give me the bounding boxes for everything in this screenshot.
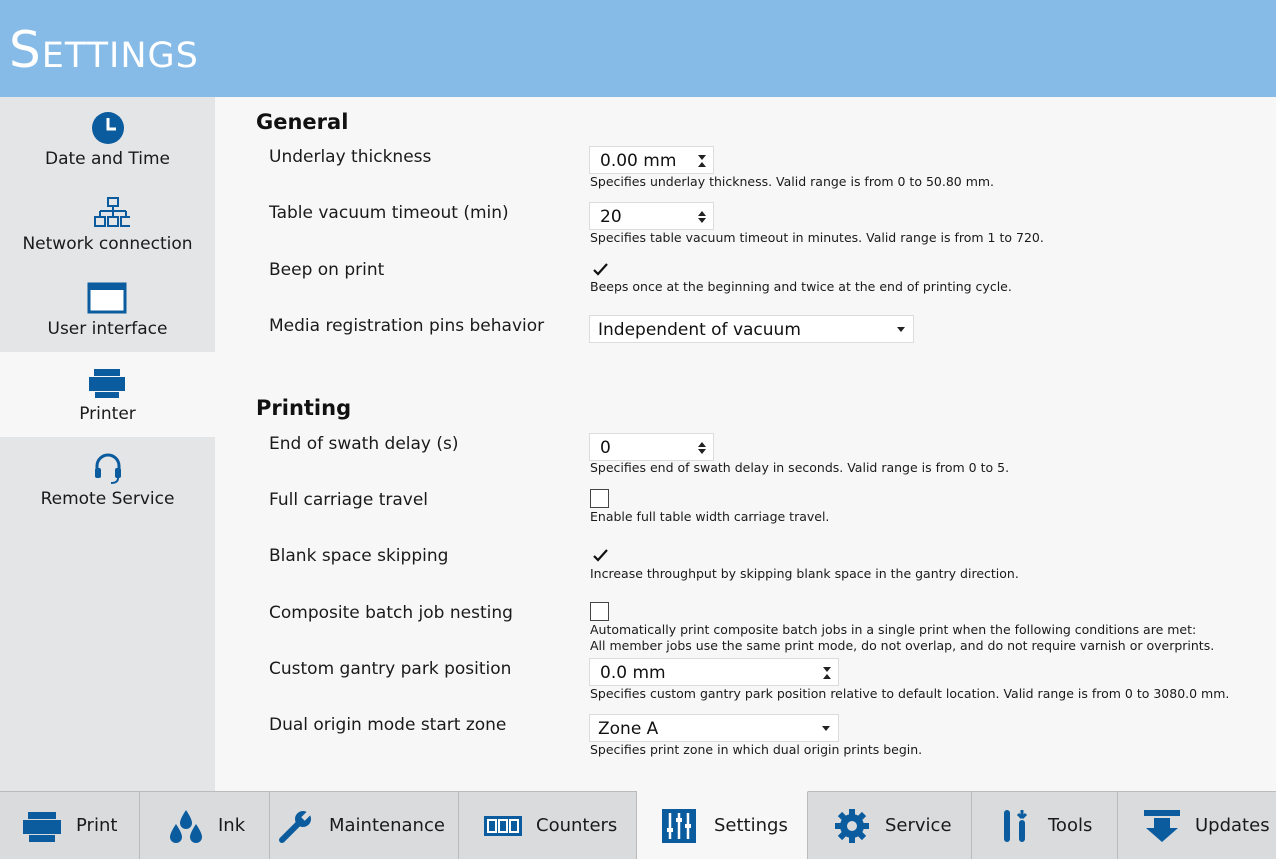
sidebar: [0, 97, 215, 791]
swath-delay-value: 0: [600, 438, 611, 458]
blank-space-label: Blank space skipping: [269, 546, 449, 566]
tab-ink[interactable]: [140, 792, 270, 859]
underlay-thickness-value: 0.00 mm: [600, 151, 677, 171]
clock-icon: [91, 111, 125, 145]
tab-label: Settings: [714, 815, 788, 836]
sidebar-item-user-interface[interactable]: [0, 267, 215, 352]
section-title-printing: Printing: [256, 396, 352, 420]
chevron-down-icon: [897, 327, 905, 332]
spin-arrows-icon[interactable]: [697, 153, 707, 169]
carriage-travel-checkbox[interactable]: [590, 489, 609, 508]
underlay-thickness-help: Specifies underlay thickness. Valid range is from 0 to 50.80 mm.: [590, 174, 995, 189]
download-icon: [1142, 808, 1182, 844]
chevron-down-icon: [822, 726, 830, 731]
swath-delay-input[interactable]: [589, 433, 714, 461]
beep-on-print-help: Beeps once at the beginning and twice at the end of printing cycle.: [590, 279, 1012, 294]
tab-label: Ink: [218, 815, 246, 836]
vacuum-timeout-value: 20: [600, 207, 622, 227]
vacuum-timeout-input[interactable]: [589, 202, 714, 230]
tab-maintenance[interactable]: [270, 792, 459, 859]
spin-arrows-icon[interactable]: [697, 440, 707, 456]
gantry-park-value: 0.0 mm: [600, 663, 666, 683]
underlay-thickness-input[interactable]: [589, 146, 714, 174]
header-bar: [0, 0, 1276, 97]
section-title-general: General: [256, 110, 349, 134]
dual-origin-select[interactable]: [589, 714, 839, 742]
tab-tools[interactable]: [972, 792, 1118, 859]
sidebar-item-label: Remote Service: [40, 489, 175, 509]
spin-arrows-icon[interactable]: [822, 665, 832, 681]
composite-nesting-checkbox[interactable]: [590, 602, 609, 621]
carriage-travel-help: Enable full table width carriage travel.: [590, 509, 830, 524]
dual-origin-value: Zone A: [598, 719, 659, 739]
network-icon: [86, 196, 130, 230]
sidebar-item-remote-service[interactable]: [0, 437, 215, 522]
vacuum-timeout-label: Table vacuum timeout (min): [269, 203, 509, 223]
composite-nesting-help: Automatically print composite batch jobs in a single print when the following conditions are met:: [590, 622, 1197, 637]
gantry-park-help: Specifies custom gantry park position relative to default location. Valid range is from 0 to 3080.0 mm.: [590, 686, 1230, 701]
sliders-icon: [661, 808, 701, 844]
composite-nesting-label: Composite batch job nesting: [269, 603, 513, 623]
registration-pins-label: Media registration pins behavior: [269, 316, 545, 336]
blank-space-checkbox[interactable]: [590, 545, 609, 564]
settings-content: [215, 97, 1276, 791]
tools-icon: [996, 808, 1036, 844]
carriage-travel-label: Full carriage travel: [269, 490, 429, 510]
checkmark-icon: [592, 547, 609, 564]
registration-pins-value: Independent of vacuum: [598, 320, 801, 340]
tab-counters[interactable]: [459, 792, 637, 859]
sidebar-item-label: Date and Time: [44, 149, 171, 169]
vacuum-timeout-help: Specifies table vacuum timeout in minutes. Valid range is from 1 to 720.: [590, 230, 1044, 245]
sidebar-item-label: Network connection: [22, 234, 193, 254]
dual-origin-help: Specifies print zone in which dual origin prints begin.: [590, 742, 923, 757]
tab-service[interactable]: [808, 792, 972, 859]
spin-arrows-icon[interactable]: [697, 209, 707, 225]
swath-delay-help: Specifies end of swath delay in seconds. Valid range is from 0 to 5.: [590, 460, 1010, 475]
tab-label: Updates: [1195, 815, 1270, 836]
underlay-thickness-label: Underlay thickness: [269, 147, 432, 167]
tab-label: Maintenance: [329, 815, 445, 836]
tab-label: Print: [76, 815, 118, 836]
counter-icon: [483, 808, 523, 844]
headset-icon: [91, 451, 125, 485]
printer-icon: [22, 808, 62, 844]
sidebar-item-label: User interface: [47, 319, 168, 339]
tab-settings[interactable]: [637, 791, 808, 859]
beep-on-print-checkbox[interactable]: [590, 259, 609, 278]
checkmark-icon: [592, 261, 609, 278]
swath-delay-label: End of swath delay (s): [269, 434, 459, 454]
beep-on-print-label: Beep on print: [269, 260, 385, 280]
dual-origin-label: Dual origin mode start zone: [269, 715, 507, 735]
sidebar-item-printer[interactable]: [0, 352, 215, 437]
wrench-icon: [276, 808, 316, 844]
tab-label: Tools: [1048, 815, 1093, 836]
tab-updates[interactable]: [1118, 792, 1276, 859]
sidebar-item-label: Printer: [79, 404, 136, 424]
tab-label: Service: [885, 815, 952, 836]
composite-nesting-help-2: All member jobs use the same print mode, do not overlap, and do not require varnish or overprints.: [590, 638, 1215, 653]
gear-icon: [832, 808, 872, 844]
tab-label: Counters: [536, 815, 618, 836]
blank-space-help: Increase throughput by skipping blank space in the gantry direction.: [590, 566, 1019, 581]
ink-drops-icon: [166, 808, 206, 844]
sidebar-item-network-connection[interactable]: [0, 182, 215, 267]
gantry-park-label: Custom gantry park position: [269, 659, 512, 679]
gantry-park-input[interactable]: [589, 658, 839, 686]
registration-pins-select[interactable]: [589, 315, 914, 343]
bottom-nav: [0, 791, 1276, 859]
sidebar-item-date-and-time[interactable]: [0, 97, 215, 182]
window-icon: [87, 281, 127, 315]
printer-icon: [87, 366, 127, 400]
page-title: Settings: [9, 21, 199, 79]
tab-print[interactable]: [0, 792, 140, 859]
